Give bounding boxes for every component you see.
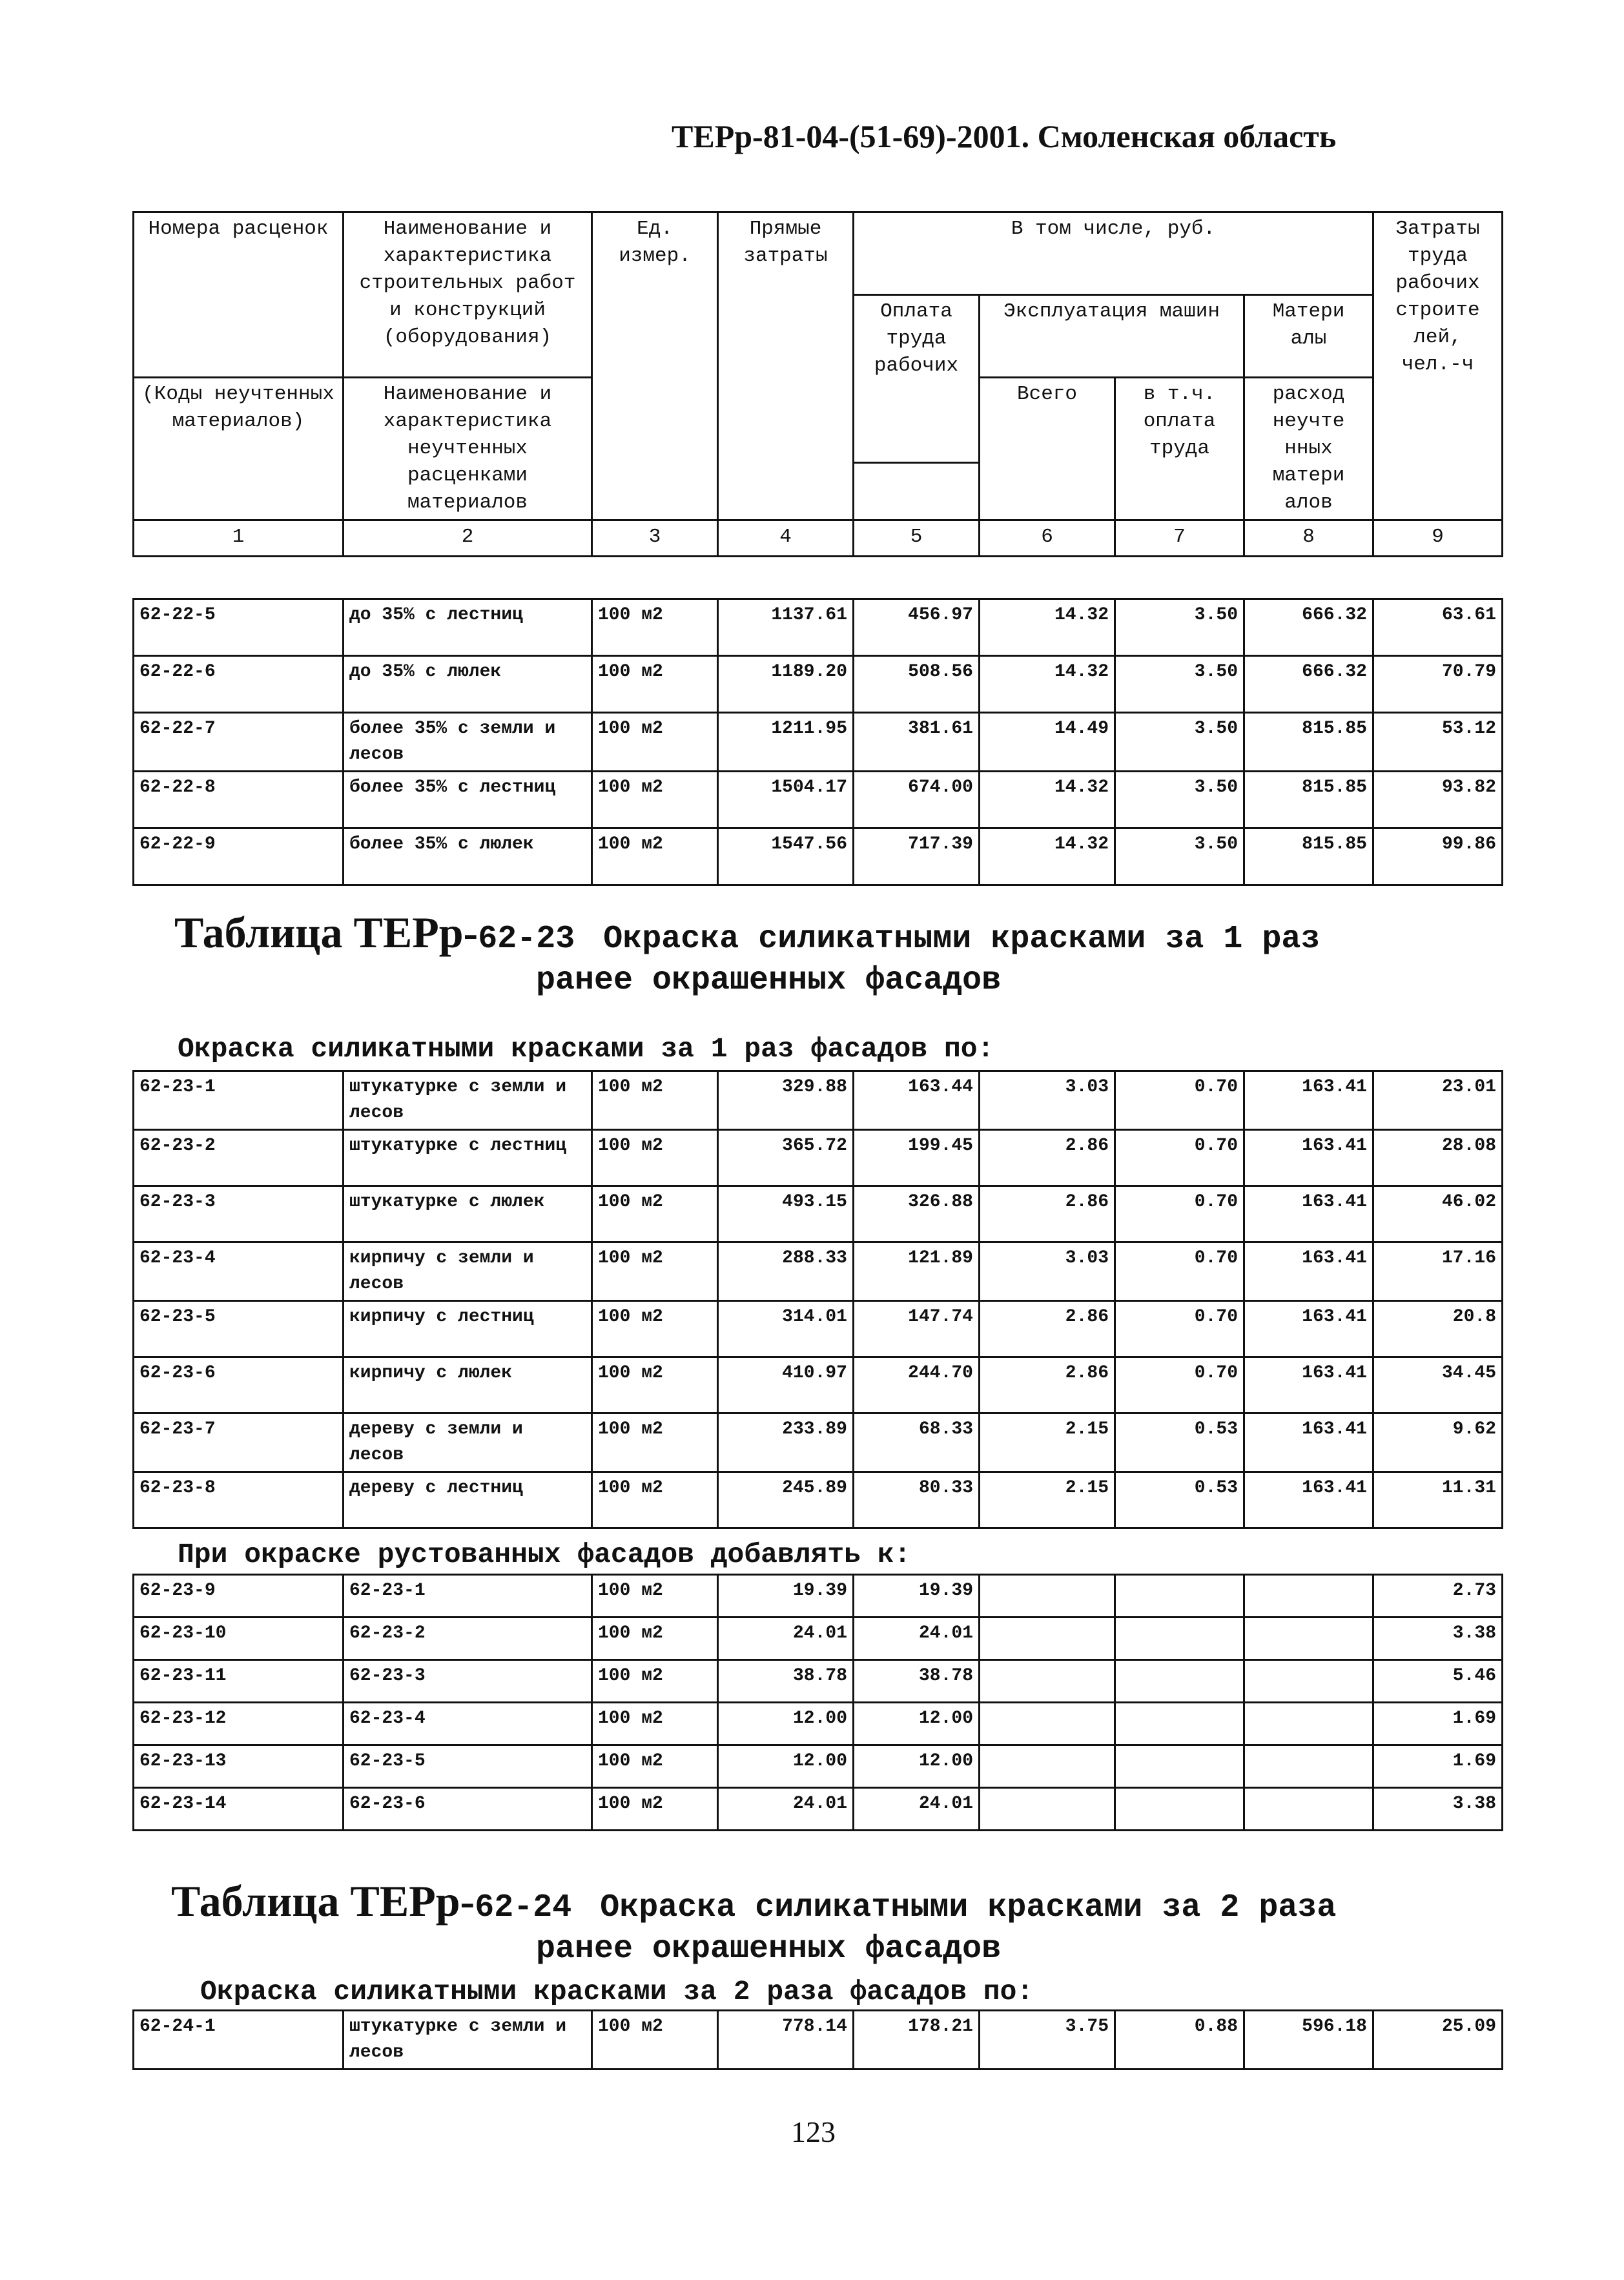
table-subheading: Окраска силикатными красками за 1 раз фасадов по: xyxy=(178,1033,994,1065)
cell-work-description: штукатурке с земли и лесов xyxy=(344,1071,592,1130)
table-label: Таблица ТЕРр- xyxy=(171,1876,475,1926)
cell-machines-total: 14.32 xyxy=(980,772,1115,828)
cell-machines-labor xyxy=(1115,1745,1244,1788)
cell-machines-labor: 0.70 xyxy=(1115,1301,1244,1357)
cell-unit: 100 м2 xyxy=(592,1130,718,1186)
header-materials: Матери алы xyxy=(1244,295,1373,378)
header-including-group: В том числе, руб. xyxy=(854,212,1373,295)
cell-work-description: дереву с земли и лесов xyxy=(344,1413,592,1472)
cell-machines-labor xyxy=(1115,1660,1244,1703)
cell-work-description: более 35% с лестниц xyxy=(344,772,592,828)
cell-rate-code: 62-23-10 xyxy=(134,1618,344,1660)
cell-unit: 100 м2 xyxy=(592,713,718,772)
table-row xyxy=(134,1618,1503,1660)
cell-work-description: до 35% с лестниц xyxy=(344,599,592,656)
cell-rate-code: 62-23-4 xyxy=(134,1242,344,1301)
cell-labor-hours: 93.82 xyxy=(1373,772,1503,828)
cell-unit: 100 м2 xyxy=(592,1575,718,1618)
cell-labor-hours: 2.73 xyxy=(1373,1575,1503,1618)
cell-labor-pay: 326.88 xyxy=(854,1186,980,1242)
cell-labor-pay: 12.00 xyxy=(854,1703,980,1745)
cell-rate-code: 62-22-5 xyxy=(134,599,344,656)
cell-materials: 163.41 xyxy=(1244,1186,1373,1242)
cell-labor-pay: 12.00 xyxy=(854,1745,980,1788)
cell-machines-total: 2.86 xyxy=(980,1301,1115,1357)
table-row xyxy=(134,1413,1503,1472)
cell-direct-costs: 365.72 xyxy=(718,1130,854,1186)
table-row xyxy=(134,1071,1503,1130)
cell-work-description: 62-23-6 xyxy=(344,1788,592,1831)
cell-materials xyxy=(1244,1703,1373,1745)
cell-machines-total xyxy=(980,1788,1115,1831)
cell-machines-total: 14.32 xyxy=(980,828,1115,885)
cell-machines-labor: 0.88 xyxy=(1115,2011,1244,2069)
cell-rate-code: 62-23-13 xyxy=(134,1745,344,1788)
cell-machines-total: 14.32 xyxy=(980,599,1115,656)
cell-machines-total: 2.86 xyxy=(980,1186,1115,1242)
cell-labor-pay: 38.78 xyxy=(854,1660,980,1703)
cell-unit: 100 м2 xyxy=(592,599,718,656)
cell-machines-labor: 0.70 xyxy=(1115,1357,1244,1413)
cell-direct-costs: 1504.17 xyxy=(718,772,854,828)
cell-direct-costs: 24.01 xyxy=(718,1618,854,1660)
cell-machines-labor: 0.70 xyxy=(1115,1186,1244,1242)
table-row xyxy=(134,1186,1503,1242)
cell-work-description: 62-23-2 xyxy=(344,1618,592,1660)
cell-direct-costs: 410.97 xyxy=(718,1357,854,1413)
cell-materials: 596.18 xyxy=(1244,2011,1373,2069)
cell-machines-total xyxy=(980,1575,1115,1618)
page-number: 123 xyxy=(791,2115,836,2148)
cell-materials: 163.41 xyxy=(1244,1413,1373,1472)
table-row xyxy=(134,1788,1503,1831)
cell-labor-hours: 99.86 xyxy=(1373,828,1503,885)
cell-materials: 666.32 xyxy=(1244,656,1373,713)
cell-labor-hours: 20.8 xyxy=(1373,1301,1503,1357)
cell-materials xyxy=(1244,1618,1373,1660)
cell-machines-labor: 3.50 xyxy=(1115,828,1244,885)
cell-rate-code: 62-23-6 xyxy=(134,1357,344,1413)
cell-rate-code: 62-22-6 xyxy=(134,656,344,713)
cell-rate-code: 62-23-2 xyxy=(134,1130,344,1186)
header-material-names: Наименование и характеристика неучтенных расценками материалов xyxy=(344,378,592,520)
cell-labor-hours: 25.09 xyxy=(1373,2011,1503,2069)
cell-rate-code: 62-23-9 xyxy=(134,1575,344,1618)
table-row xyxy=(134,1575,1503,1618)
cell-unit: 100 м2 xyxy=(592,1788,718,1831)
cell-work-description: 62-23-4 xyxy=(344,1703,592,1745)
cell-machines-total: 2.15 xyxy=(980,1413,1115,1472)
header-work-name: Наименование и характеристика строительных работ и конструкций (оборудования) xyxy=(344,212,592,378)
table-row xyxy=(134,1301,1503,1357)
cell-machines-labor: 0.53 xyxy=(1115,1472,1244,1528)
table-row xyxy=(134,1357,1503,1413)
cell-work-description: штукатурке с земли и лесов xyxy=(344,2011,592,2069)
header-labor-pay-cont xyxy=(854,463,980,520)
table-row xyxy=(134,1130,1503,1186)
table-row xyxy=(134,599,1503,656)
header-col-number: 9 xyxy=(1373,520,1503,557)
cell-rate-code: 62-24-1 xyxy=(134,2011,344,2069)
rates-table-62-23-rust xyxy=(132,1574,1503,1831)
cell-direct-costs: 1137.61 xyxy=(718,599,854,656)
table-row xyxy=(134,1660,1503,1703)
cell-unit: 100 м2 xyxy=(592,1071,718,1130)
header-col-number: 5 xyxy=(854,520,980,557)
table-code: 62-23 xyxy=(478,921,575,958)
cell-work-description: кирпичу с лестниц xyxy=(344,1301,592,1357)
table-subheading: Окраска силикатными красками за 2 раза фасадов по: xyxy=(200,1976,1034,2008)
cell-unit: 100 м2 xyxy=(592,1660,718,1703)
table-heading-62-23 xyxy=(174,907,1320,958)
cell-machines-total xyxy=(980,1660,1115,1703)
cell-machines-labor: 0.70 xyxy=(1115,1071,1244,1130)
cell-work-description: 62-23-5 xyxy=(344,1745,592,1788)
cell-machines-labor: 0.70 xyxy=(1115,1242,1244,1301)
table-label: Таблица ТЕРр- xyxy=(174,908,478,957)
cell-labor-pay: 381.61 xyxy=(854,713,980,772)
cell-labor-hours: 1.69 xyxy=(1373,1745,1503,1788)
cell-direct-costs: 288.33 xyxy=(718,1242,854,1301)
cell-direct-costs: 493.15 xyxy=(718,1186,854,1242)
cell-materials xyxy=(1244,1788,1373,1831)
rust-subheading: При окраске рустованных фасадов добавлять к: xyxy=(178,1539,911,1570)
cell-unit: 100 м2 xyxy=(592,1745,718,1788)
header-machines-labor: в т.ч. оплата труда xyxy=(1115,378,1244,520)
cell-labor-pay: 147.74 xyxy=(854,1301,980,1357)
cell-machines-labor xyxy=(1115,1575,1244,1618)
cell-rate-code: 62-23-5 xyxy=(134,1301,344,1357)
cell-labor-pay: 19.39 xyxy=(854,1575,980,1618)
cell-work-description: более 35% с люлек xyxy=(344,828,592,885)
cell-materials: 666.32 xyxy=(1244,599,1373,656)
cell-materials xyxy=(1244,1660,1373,1703)
table-heading-62-24 xyxy=(171,1876,1336,1927)
header-col-number: 1 xyxy=(134,520,344,557)
cell-unit: 100 м2 xyxy=(592,1357,718,1413)
cell-direct-costs: 1189.20 xyxy=(718,656,854,713)
cell-labor-pay: 80.33 xyxy=(854,1472,980,1528)
cell-machines-total: 2.15 xyxy=(980,1472,1115,1528)
header-col-number: 4 xyxy=(718,520,854,557)
cell-materials: 163.41 xyxy=(1244,1242,1373,1301)
rates-table-62-22 xyxy=(132,598,1503,886)
cell-machines-total: 3.03 xyxy=(980,1242,1115,1301)
cell-machines-labor: 3.50 xyxy=(1115,772,1244,828)
header-col-number: 6 xyxy=(980,520,1115,557)
cell-direct-costs: 329.88 xyxy=(718,1071,854,1130)
cell-rate-code: 62-23-7 xyxy=(134,1413,344,1472)
header-direct-costs: Прямые затраты xyxy=(718,212,854,520)
table-title-line1: Окраска силикатными красками за 1 раз xyxy=(603,921,1321,958)
cell-labor-pay: 244.70 xyxy=(854,1357,980,1413)
cell-machines-total xyxy=(980,1745,1115,1788)
cell-labor-pay: 717.39 xyxy=(854,828,980,885)
header-unaccounted-materials: расход неучте нных матери алов xyxy=(1244,378,1373,520)
header-unit: Ед. измер. xyxy=(592,212,718,520)
cell-unit: 100 м2 xyxy=(592,1413,718,1472)
cell-work-description: дереву с лестниц xyxy=(344,1472,592,1528)
header-col-number: 2 xyxy=(344,520,592,557)
cell-machines-labor: 3.50 xyxy=(1115,713,1244,772)
cell-direct-costs: 24.01 xyxy=(718,1788,854,1831)
column-header-table xyxy=(132,211,1503,557)
table-row xyxy=(134,772,1503,828)
header-col-number: 8 xyxy=(1244,520,1373,557)
cell-machines-labor xyxy=(1115,1788,1244,1831)
cell-machines-total: 14.49 xyxy=(980,713,1115,772)
cell-labor-hours: 23.01 xyxy=(1373,1071,1503,1130)
cell-labor-pay: 199.45 xyxy=(854,1130,980,1186)
cell-labor-hours: 46.02 xyxy=(1373,1186,1503,1242)
cell-labor-pay: 163.44 xyxy=(854,1071,980,1130)
cell-direct-costs: 233.89 xyxy=(718,1413,854,1472)
cell-machines-labor: 3.50 xyxy=(1115,599,1244,656)
table-row xyxy=(134,713,1503,772)
cell-unit: 100 м2 xyxy=(592,772,718,828)
cell-rate-code: 62-23-11 xyxy=(134,1660,344,1703)
cell-materials xyxy=(1244,1745,1373,1788)
cell-labor-pay: 68.33 xyxy=(854,1413,980,1472)
cell-machines-labor xyxy=(1115,1618,1244,1660)
header-labor-pay: Оплата труда рабочих xyxy=(854,295,980,463)
cell-labor-hours: 3.38 xyxy=(1373,1788,1503,1831)
cell-labor-hours: 70.79 xyxy=(1373,656,1503,713)
cell-unit: 100 м2 xyxy=(592,1703,718,1745)
header-labor-hours: Затраты труда рабочих строите лей, чел.-ч xyxy=(1373,212,1503,520)
cell-machines-total xyxy=(980,1618,1115,1660)
cell-materials: 163.41 xyxy=(1244,1301,1373,1357)
cell-labor-pay: 456.97 xyxy=(854,599,980,656)
table-row xyxy=(134,656,1503,713)
cell-labor-pay: 121.89 xyxy=(854,1242,980,1301)
cell-labor-hours: 28.08 xyxy=(1373,1130,1503,1186)
cell-direct-costs: 1547.56 xyxy=(718,828,854,885)
table-row xyxy=(134,1472,1503,1528)
cell-unit: 100 м2 xyxy=(592,1472,718,1528)
cell-labor-hours: 63.61 xyxy=(1373,599,1503,656)
cell-machines-labor: 0.70 xyxy=(1115,1130,1244,1186)
cell-work-description: штукатурке с люлек xyxy=(344,1186,592,1242)
table-title-line2: ранее окрашенных фасадов xyxy=(536,1931,1002,1967)
table-row xyxy=(134,2011,1503,2069)
cell-unit: 100 м2 xyxy=(592,2011,718,2069)
header-col-number: 7 xyxy=(1115,520,1244,557)
cell-work-description: кирпичу с люлек xyxy=(344,1357,592,1413)
table-code: 62-24 xyxy=(475,1889,572,1926)
table-title-line2: ранее окрашенных фасадов xyxy=(536,962,1002,999)
cell-machines-total: 3.75 xyxy=(980,2011,1115,2069)
table-row xyxy=(134,828,1503,885)
cell-rate-code: 62-23-12 xyxy=(134,1703,344,1745)
cell-unit: 100 м2 xyxy=(592,828,718,885)
cell-work-description: 62-23-3 xyxy=(344,1660,592,1703)
cell-machines-total: 2.86 xyxy=(980,1130,1115,1186)
document-title: ТЕРр-81-04-(51-69)-2001. Смоленская область xyxy=(672,118,1337,154)
cell-rate-code: 62-23-8 xyxy=(134,1472,344,1528)
cell-unit: 100 м2 xyxy=(592,1242,718,1301)
cell-direct-costs: 245.89 xyxy=(718,1472,854,1528)
table-row xyxy=(134,1745,1503,1788)
cell-labor-hours: 11.31 xyxy=(1373,1472,1503,1528)
cell-labor-pay: 674.00 xyxy=(854,772,980,828)
cell-rate-code: 62-22-8 xyxy=(134,772,344,828)
table-title-line1: Окраска силикатными красками за 2 раза xyxy=(600,1889,1337,1926)
cell-direct-costs: 19.39 xyxy=(718,1575,854,1618)
cell-unit: 100 м2 xyxy=(592,1618,718,1660)
cell-materials: 815.85 xyxy=(1244,713,1373,772)
header-machines-total: Всего xyxy=(980,378,1115,520)
cell-work-description: штукатурке с лестниц xyxy=(344,1130,592,1186)
cell-materials: 815.85 xyxy=(1244,828,1373,885)
cell-labor-hours: 9.62 xyxy=(1373,1413,1503,1472)
cell-direct-costs: 1211.95 xyxy=(718,713,854,772)
cell-labor-pay: 508.56 xyxy=(854,656,980,713)
cell-labor-hours: 53.12 xyxy=(1373,713,1503,772)
cell-work-description: до 35% с люлек xyxy=(344,656,592,713)
cell-direct-costs: 12.00 xyxy=(718,1703,854,1745)
cell-rate-code: 62-22-9 xyxy=(134,828,344,885)
cell-unit: 100 м2 xyxy=(592,656,718,713)
cell-labor-hours: 5.46 xyxy=(1373,1660,1503,1703)
table-row xyxy=(134,1703,1503,1745)
cell-rate-code: 62-23-1 xyxy=(134,1071,344,1130)
header-col-number: 3 xyxy=(592,520,718,557)
cell-machines-total xyxy=(980,1703,1115,1745)
cell-machines-labor: 0.53 xyxy=(1115,1413,1244,1472)
cell-materials: 815.85 xyxy=(1244,772,1373,828)
cell-direct-costs: 778.14 xyxy=(718,2011,854,2069)
cell-unit: 100 м2 xyxy=(592,1186,718,1242)
cell-labor-hours: 34.45 xyxy=(1373,1357,1503,1413)
cell-machines-labor: 3.50 xyxy=(1115,656,1244,713)
cell-work-description: более 35% с земли и лесов xyxy=(344,713,592,772)
rates-table-62-24 xyxy=(132,2009,1503,2070)
cell-materials: 163.41 xyxy=(1244,1357,1373,1413)
header-material-codes: (Коды неучтенных материалов) xyxy=(134,378,344,520)
cell-materials: 163.41 xyxy=(1244,1071,1373,1130)
header-machine-exploitation: Эксплуатация машин xyxy=(980,295,1244,378)
cell-rate-code: 62-22-7 xyxy=(134,713,344,772)
cell-labor-hours: 3.38 xyxy=(1373,1618,1503,1660)
cell-labor-pay: 24.01 xyxy=(854,1618,980,1660)
cell-labor-hours: 17.16 xyxy=(1373,1242,1503,1301)
cell-unit: 100 м2 xyxy=(592,1301,718,1357)
cell-rate-code: 62-23-3 xyxy=(134,1186,344,1242)
cell-machines-total: 14.32 xyxy=(980,656,1115,713)
cell-direct-costs: 314.01 xyxy=(718,1301,854,1357)
cell-direct-costs: 38.78 xyxy=(718,1660,854,1703)
cell-machines-labor xyxy=(1115,1703,1244,1745)
cell-materials: 163.41 xyxy=(1244,1472,1373,1528)
cell-machines-total: 3.03 xyxy=(980,1071,1115,1130)
cell-work-description: кирпичу с земли и лесов xyxy=(344,1242,592,1301)
cell-labor-pay: 24.01 xyxy=(854,1788,980,1831)
cell-machines-total: 2.86 xyxy=(980,1357,1115,1413)
cell-labor-hours: 1.69 xyxy=(1373,1703,1503,1745)
table-row xyxy=(134,1242,1503,1301)
cell-direct-costs: 12.00 xyxy=(718,1745,854,1788)
cell-materials xyxy=(1244,1575,1373,1618)
header-rate-number: Номера расценок xyxy=(134,212,344,378)
rates-table-62-23 xyxy=(132,1070,1503,1529)
cell-labor-pay: 178.21 xyxy=(854,2011,980,2069)
cell-rate-code: 62-23-14 xyxy=(134,1788,344,1831)
cell-materials: 163.41 xyxy=(1244,1130,1373,1186)
cell-work-description: 62-23-1 xyxy=(344,1575,592,1618)
